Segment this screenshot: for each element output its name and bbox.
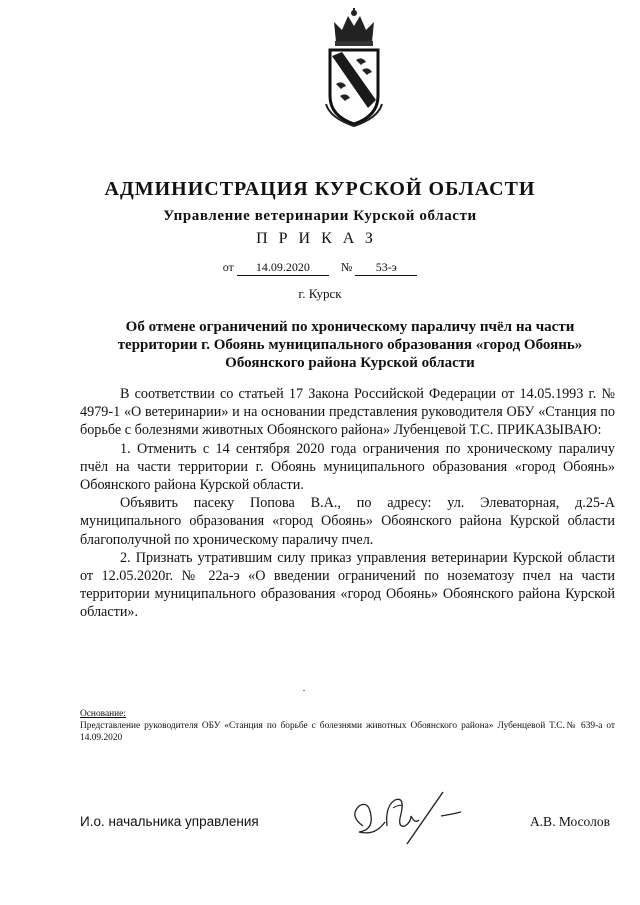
basis-text: Представление руководителя ОБУ «Станция по борьбе с болезнями животных Обоянского района» Лубенцевой Т.С.№ 639-а от 14.09.2020	[80, 721, 615, 743]
city-line: г. Курск	[298, 286, 342, 301]
body-paragraph: Объявить пасеку Попова В.А., по адресу: ул. Элеваторная, д.25-А муниципального образования «город Обоянь» Обоянского района Курской области благополучной по хроническому параличу пчел.	[80, 495, 615, 548]
handwritten-signature-icon	[345, 786, 465, 846]
coat-of-arms-emblem-icon	[322, 8, 386, 128]
body-paragraph: 2. Признать утратившим силу приказ управления ветеринарии Курской области от 12.05.2020г. № 22а-э «О введении ограничений по нозематозу пчел на части территории муниципального образования «город Обоянь» Обоянского района Курской области».	[80, 549, 615, 621]
document-body	[80, 385, 615, 622]
date-number-line	[0, 260, 640, 276]
body-paragraph: В соответствии со статьей 17 Закона Российской Федерации от 14.05.1993 г. № 4979-1 «О ветеринарии» и на основании представления руководителя ОБУ «Станция по борьбе с болезнями животных Обоянского района» Лубенцевой Т.С. ПРИКАЗЫВАЮ:	[80, 386, 615, 439]
basis-title: Основание:	[80, 709, 126, 719]
organization-title: АДМИНИСТРАЦИЯ КУРСКОЙ ОБЛАСТИ	[104, 178, 536, 200]
subject-line: Обоянского района Курской области	[225, 355, 475, 371]
document-type: ПРИКАЗ	[256, 230, 384, 247]
signer-position: И.о. начальника управления	[80, 814, 259, 829]
subject-line: Об отмене ограничений по хроническому параличу пчёл на части	[125, 319, 575, 335]
department-title: Управление ветеринарии Курской области	[163, 208, 477, 224]
subject-line: территории г. Обоянь муниципального образования «город Обоянь»	[117, 337, 583, 353]
document-subject	[100, 318, 600, 372]
signer-name: А.В. Мосолов	[529, 814, 610, 829]
document-number: 53-э	[355, 260, 417, 276]
number-prefix: №	[340, 260, 353, 274]
body-paragraph: 1. Отменить с 14 сентября 2020 года ограничения по хроническому параличу пчёл на части территории г. Обоянь муниципального образования «город Обоянь» Обоянского района Курской области.	[80, 440, 615, 494]
date-prefix: от	[222, 260, 234, 274]
basis-note	[80, 708, 615, 744]
scan-speck	[303, 690, 305, 691]
document-date: 14.09.2020	[237, 260, 329, 276]
